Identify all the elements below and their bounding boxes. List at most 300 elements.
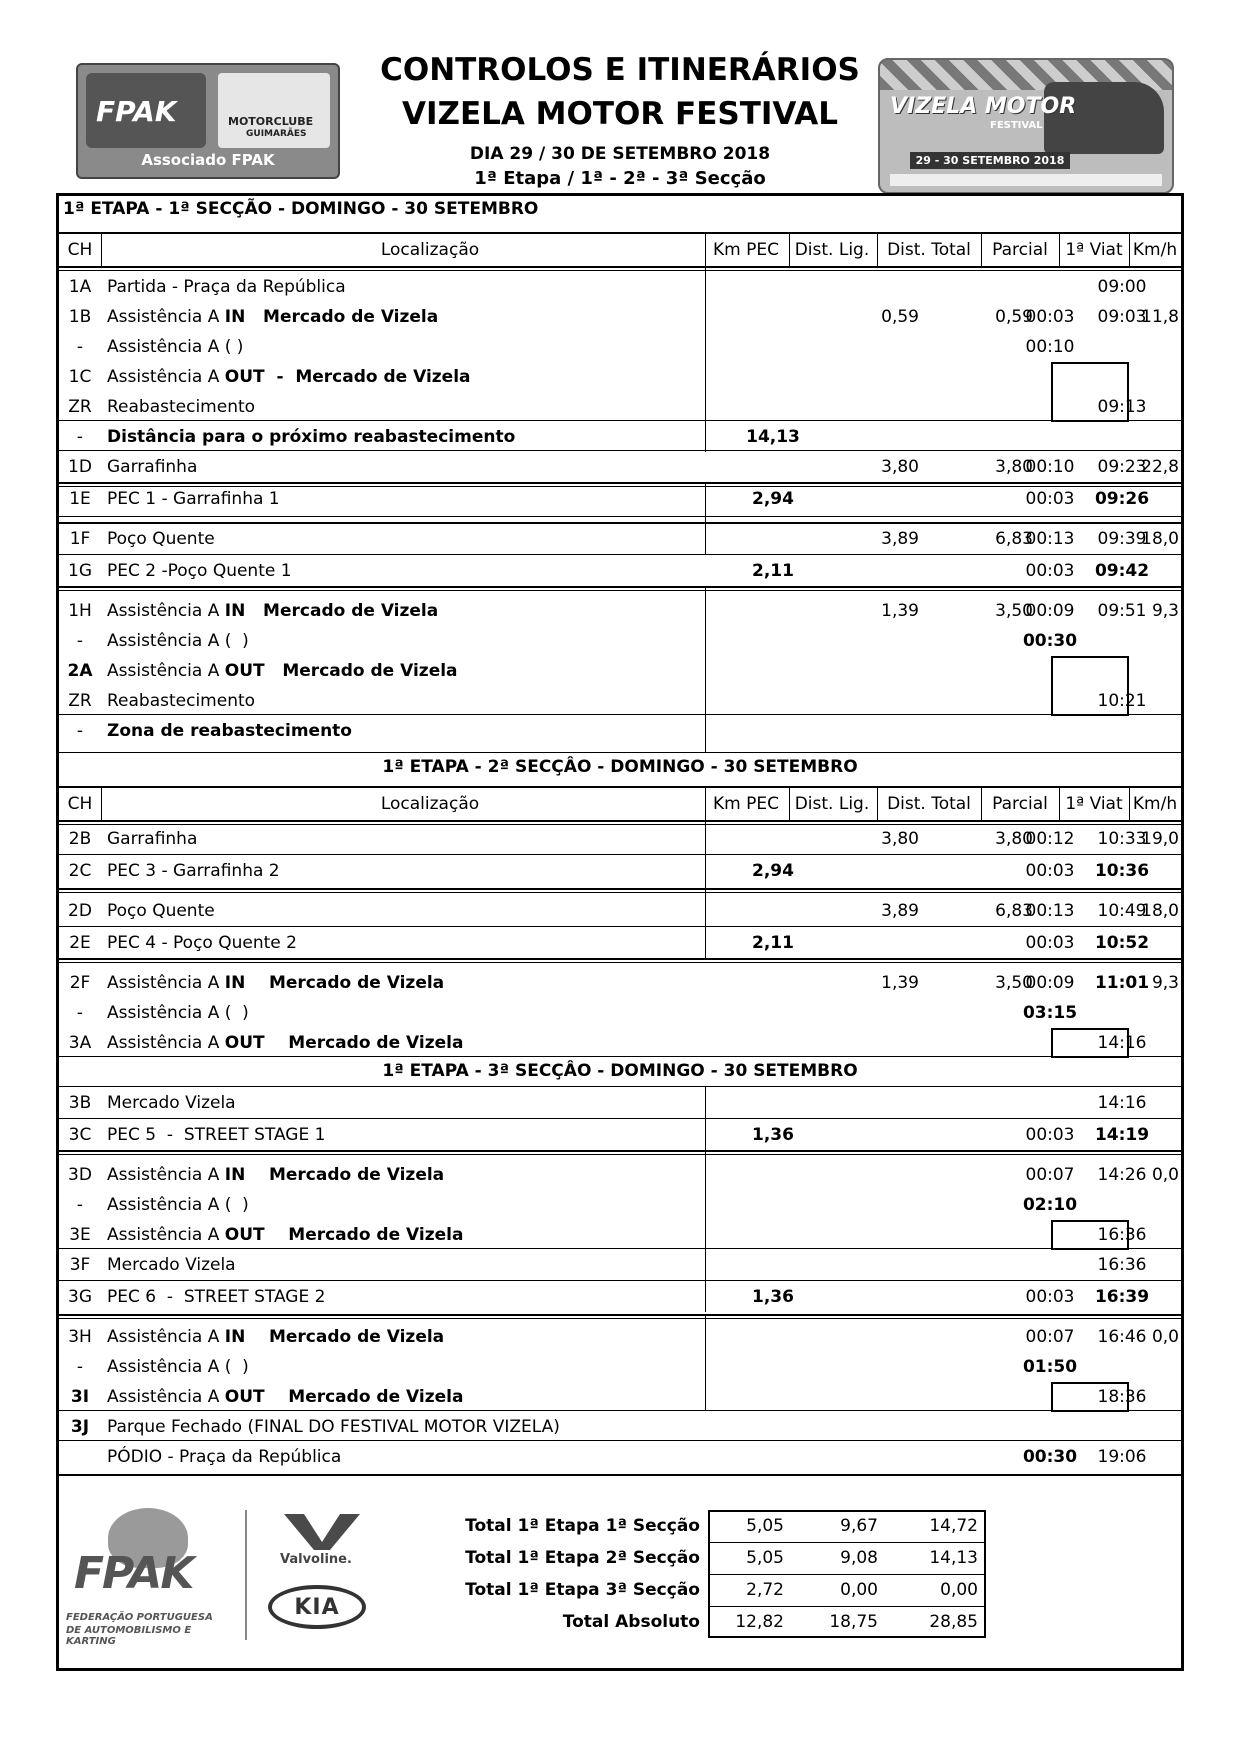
- row-rule: [59, 232, 1181, 234]
- cell-kmh: 22,8: [1141, 457, 1179, 477]
- cell-ch: 1D: [68, 457, 92, 477]
- itinerary-row: [59, 362, 1181, 392]
- row-rule: [59, 958, 1181, 960]
- cell-loc: [107, 556, 757, 586]
- vizela-motor-festival-logo: [878, 58, 1174, 194]
- cell-dl: [789, 1412, 923, 1442]
- km-column-rule: [705, 1280, 706, 1310]
- section-title: 1ª ETAPA - 2ª SECÇÂO - DOMINGO - 30 SETEMBRO: [382, 757, 858, 777]
- cell-ch: 3H: [68, 1327, 92, 1347]
- cell-par: 00:03: [1025, 307, 1075, 327]
- column-header-kmh: Km/h: [1132, 794, 1178, 814]
- location-bold-text: OUT Mercado de Vizela: [224, 661, 458, 681]
- cell-loc: [107, 1160, 757, 1190]
- cell-dl: [789, 556, 923, 586]
- itinerary-row: [59, 998, 1181, 1028]
- row-rule: [59, 482, 1181, 484]
- itinerary-row: [59, 422, 1181, 452]
- cell-loc: [107, 1220, 757, 1250]
- cell-ch: 3J: [70, 1417, 90, 1437]
- cell-dl: 1,39: [881, 601, 919, 621]
- column-separator: [101, 788, 102, 820]
- cell-kmh: [1129, 422, 1181, 452]
- cell-dl: [789, 716, 923, 746]
- row-rule: [59, 586, 1181, 588]
- cell-ch: 3A: [68, 1033, 92, 1053]
- cell-dl: [789, 1220, 923, 1250]
- total-label: Total Absoluto: [562, 1612, 700, 1632]
- location-text: Assistência A ( ): [107, 337, 244, 357]
- cell-loc: [107, 928, 757, 958]
- cell-kmh: [1129, 1282, 1181, 1312]
- cell-kmh: [1129, 1250, 1181, 1280]
- cell-ch: -: [76, 337, 84, 357]
- cell-kmh: [1129, 362, 1181, 392]
- cell-par: 00:09: [1025, 973, 1075, 993]
- total-value-a: 2,72: [746, 1580, 784, 1600]
- cell-kmh: 0,0: [1151, 1327, 1179, 1347]
- cell-loc: [107, 1250, 757, 1280]
- location-bold-text: IN Mercado de Vizela: [224, 601, 439, 621]
- location-text: Assistência A: [107, 1387, 225, 1407]
- vizela-logo-sub: FESTIVAL: [990, 120, 1043, 131]
- cell-par: 00:03: [1025, 933, 1075, 953]
- cell-dl: [789, 1442, 923, 1472]
- row-rule: [59, 1314, 1181, 1316]
- cell-dt: 3,50: [995, 601, 1033, 621]
- cell-dl: [789, 998, 923, 1028]
- row-rule: [59, 270, 1181, 271]
- cell-kmh: [1129, 1352, 1181, 1382]
- cell-dl: [789, 362, 923, 392]
- column-header-dt: Dist. Total: [887, 794, 971, 814]
- cell-dl: [789, 422, 923, 452]
- cell-loc: [107, 626, 757, 656]
- row-rule: [59, 820, 1181, 822]
- cell-v1: 16:46: [1097, 1327, 1147, 1347]
- cell-kmh: 18,0: [1141, 901, 1179, 921]
- location-text: Assistência A ( ): [107, 1003, 249, 1023]
- cell-kmh: 19,0: [1141, 829, 1179, 849]
- cell-ch: 3G: [68, 1287, 92, 1307]
- cell-dl: [789, 626, 923, 656]
- row-rule: [59, 1248, 1181, 1249]
- cell-km: 2,11: [752, 933, 794, 953]
- cell-ch: -: [76, 1195, 84, 1215]
- cell-kmh: [1129, 1120, 1181, 1150]
- cell-kmh: [1129, 1190, 1181, 1220]
- column-separator: [1129, 234, 1130, 266]
- cell-loc: [107, 896, 757, 926]
- itinerary-row: [59, 596, 1181, 626]
- itinerary-row: [59, 1382, 1181, 1412]
- itinerary-row: [59, 716, 1181, 746]
- itinerary-row: [59, 452, 1181, 482]
- cell-km: 14,13: [746, 427, 800, 447]
- cell-dl: [789, 392, 923, 422]
- cell-ch: 1G: [68, 561, 92, 581]
- total-value-a: 12,82: [735, 1612, 784, 1632]
- cell-v1: 09:00: [1097, 277, 1147, 297]
- itinerary-row: [59, 626, 1181, 656]
- location-text: Partida - Praça da República: [107, 277, 346, 297]
- itinerary-row: [59, 1190, 1181, 1220]
- column-separator: [705, 234, 706, 266]
- column-header-dl: Dist. Lig.: [794, 240, 870, 260]
- cell-dl: 0,59: [881, 307, 919, 327]
- cell-ch: 3I: [70, 1387, 90, 1407]
- cell-v1: 09:42: [1094, 561, 1150, 581]
- cell-ch: 1B: [68, 307, 92, 327]
- row-rule: [59, 1318, 1181, 1319]
- location-bold-text: IN Mercado de Vizela: [224, 973, 445, 993]
- location-bold-text: OUT Mercado de Vizela: [224, 1033, 464, 1053]
- total-value-c: 14,13: [929, 1548, 978, 1568]
- cell-dl: 3,89: [881, 901, 919, 921]
- column-header-km: Km PEC: [713, 240, 779, 260]
- itinerary-row: [59, 1250, 1181, 1280]
- cell-par: 00:03: [1025, 1125, 1075, 1145]
- cell-dl: [789, 656, 923, 686]
- row-rule: [59, 450, 1181, 451]
- cell-v1: 18:36: [1097, 1387, 1147, 1407]
- cell-dl: [789, 928, 923, 958]
- cell-dl: [789, 332, 923, 362]
- cell-loc: [107, 1412, 757, 1442]
- total-label: Total 1ª Etapa 1ª Secção: [465, 1516, 700, 1536]
- column-header-par: Parcial: [992, 794, 1048, 814]
- cell-km: 2,11: [752, 561, 794, 581]
- total-value-a: 5,05: [746, 1516, 784, 1536]
- time-box: [1051, 656, 1129, 716]
- km-column-rule: [705, 586, 706, 752]
- cell-v1: 16:39: [1094, 1287, 1150, 1307]
- itinerary-row: [59, 896, 1181, 926]
- location-text: Poço Quente: [107, 901, 215, 921]
- row-rule: [59, 824, 1181, 825]
- cell-loc: [107, 998, 757, 1028]
- cell-loc: [107, 1382, 757, 1412]
- column-separator: [705, 788, 706, 820]
- location-bold-text: IN Mercado de Vizela: [224, 307, 439, 327]
- location-bold-text: Distância para o próximo reabastecimento: [107, 427, 516, 447]
- itinerary-row: [59, 1282, 1181, 1312]
- cell-loc: [107, 824, 757, 854]
- cell-ch: ZR: [68, 397, 92, 417]
- time-box: [1051, 362, 1129, 422]
- itinerary-row: [59, 272, 1181, 302]
- cell-kmh: [1129, 1382, 1181, 1412]
- cell-dt: 6,83: [995, 901, 1033, 921]
- column-separator: [1059, 788, 1060, 820]
- location-text: PEC 5 - STREET STAGE 1: [107, 1125, 326, 1145]
- cell-kmh: [1129, 998, 1181, 1028]
- location-text: PÓDIO - Praça da República: [107, 1447, 342, 1467]
- itinerary-row: [59, 1120, 1181, 1150]
- time-box: [1051, 1028, 1129, 1058]
- row-rule: [59, 1474, 1181, 1476]
- location-text: Assistência A: [107, 307, 225, 327]
- row-rule: [59, 516, 1181, 517]
- column-header-km: Km PEC: [713, 794, 779, 814]
- itinerary-row: [59, 824, 1181, 854]
- valvoline-v-icon: [282, 1512, 362, 1552]
- location-text: PEC 4 - Poço Quente 2: [107, 933, 297, 953]
- cell-par: 00:13: [1025, 529, 1075, 549]
- cell-kmh: 11,8: [1141, 307, 1179, 327]
- cell-kmh: [1129, 1220, 1181, 1250]
- column-separator: [981, 234, 982, 266]
- cell-ch: 2C: [68, 861, 92, 881]
- cell-kmh: 9,3: [1151, 601, 1179, 621]
- fpak-footer-text: FPAK: [74, 1548, 193, 1599]
- cell-v1: 09:39: [1097, 529, 1147, 549]
- cell-dl: 3,80: [881, 829, 919, 849]
- cell-kmh: [1129, 856, 1181, 886]
- itinerary-row: [59, 1322, 1181, 1352]
- cell-ch: ZR: [68, 691, 92, 711]
- location-text: Assistência A: [107, 1165, 225, 1185]
- cell-dt: 6,83: [995, 529, 1033, 549]
- cell-dl: [789, 1382, 923, 1412]
- cell-kmh: [1129, 1442, 1181, 1472]
- cell-loc: [107, 1352, 757, 1382]
- vizela-logo-date: 29 - 30 SETEMBRO 2018: [910, 152, 1070, 169]
- cell-loc: [107, 1120, 757, 1150]
- column-header-v1: 1ª Viat: [1065, 794, 1123, 814]
- cell-v1: 09:03: [1097, 307, 1147, 327]
- cell-ch: 1H: [68, 601, 92, 621]
- cell-kmh: [1129, 332, 1181, 362]
- location-bold-text: IN Mercado de Vizela: [224, 1165, 445, 1185]
- cell-kmh: 9,3: [1151, 973, 1179, 993]
- cell-par: 00:30: [1022, 631, 1078, 651]
- cell-loc: [107, 1190, 757, 1220]
- location-bold-text: OUT - Mercado de Vizela: [224, 367, 471, 387]
- location-text: Assistência A: [107, 1225, 225, 1245]
- cell-loc: [107, 1028, 757, 1058]
- itinerary-row: [59, 1352, 1181, 1382]
- km-column-rule: [705, 1314, 706, 1410]
- cell-v1: 09:13: [1097, 397, 1147, 417]
- cell-loc: [107, 1282, 757, 1312]
- cell-dl: [789, 856, 923, 886]
- itinerary-row: [59, 302, 1181, 332]
- row-rule: [59, 714, 1181, 715]
- row-rule: [59, 1118, 1181, 1119]
- column-header-v1: 1ª Viat: [1065, 240, 1123, 260]
- cell-v1: 19:06: [1097, 1447, 1147, 1467]
- location-text: Mercado Vizela: [107, 1093, 236, 1113]
- row-rule: [59, 1086, 1181, 1087]
- column-header-dl: Dist. Lig.: [794, 794, 870, 814]
- location-text: PEC 6 - STREET STAGE 2: [107, 1287, 326, 1307]
- cell-v1: 09:23: [1097, 457, 1147, 477]
- cell-loc: [107, 302, 757, 332]
- row-rule: [59, 962, 1181, 963]
- row-rule: [59, 1440, 1181, 1441]
- total-label: Total 1ª Etapa 2ª Secção: [465, 1548, 700, 1568]
- km-column-rule: [705, 888, 706, 958]
- location-text: Parque Fechado (FINAL DO FESTIVAL MOTOR VIZELA): [107, 1417, 560, 1437]
- row-rule: [59, 1150, 1181, 1152]
- cell-dl: [789, 1120, 923, 1150]
- cell-v1: 10:52: [1094, 933, 1150, 953]
- cell-par: 00:30: [1022, 1447, 1078, 1467]
- row-rule: [59, 1280, 1181, 1281]
- cell-par: 00:07: [1025, 1165, 1075, 1185]
- associado-fpak-text: Associado FPAK: [141, 151, 275, 169]
- cell-ch: -: [76, 631, 84, 651]
- cell-v1: 14:26: [1097, 1165, 1147, 1185]
- cell-ch: 3F: [69, 1255, 91, 1275]
- cell-par: 00:03: [1025, 861, 1075, 881]
- total-value-c: 0,00: [940, 1580, 978, 1600]
- cell-ch: -: [76, 1003, 84, 1023]
- cell-dt: 3,50: [995, 973, 1033, 993]
- column-header-loc: Localização: [380, 794, 480, 814]
- cell-par: 00:12: [1025, 829, 1075, 849]
- location-text: Assistência A: [107, 367, 225, 387]
- cell-kmh: 0,0: [1151, 1165, 1179, 1185]
- row-rule: [59, 892, 1181, 893]
- cell-par: 03:15: [1022, 1003, 1078, 1023]
- itinerary-row: [59, 1442, 1181, 1472]
- itinerary-row: [59, 968, 1181, 998]
- cell-dl: [789, 484, 923, 514]
- cell-kmh: 18,0: [1141, 529, 1179, 549]
- location-text: PEC 3 - Garrafinha 2: [107, 861, 280, 881]
- cell-v1: 10:21: [1097, 691, 1147, 711]
- total-value-b: 9,67: [840, 1516, 878, 1536]
- location-text: Reabastecimento: [107, 397, 256, 417]
- column-separator: [789, 234, 790, 266]
- row-rule: [59, 1410, 1181, 1411]
- guimaraes-text: GUIMARÃES: [246, 129, 307, 139]
- row-rule: [59, 854, 1181, 855]
- footer-divider: [245, 1510, 247, 1640]
- cell-loc: [107, 656, 757, 686]
- cell-ch: 2D: [68, 901, 92, 921]
- cell-v1: 10:49: [1097, 901, 1147, 921]
- cell-dt: 3,80: [995, 829, 1033, 849]
- location-text: PEC 2 -Poço Quente 1: [107, 561, 292, 581]
- cell-kmh: [1129, 686, 1181, 716]
- column-separator: [1059, 234, 1060, 266]
- location-text: Garrafinha: [107, 457, 198, 477]
- cell-ch: 2E: [69, 933, 91, 953]
- itinerary-row: [59, 556, 1181, 586]
- cell-par: 02:10: [1022, 1195, 1078, 1215]
- location-bold-text: Zona de reabastecimento: [107, 721, 352, 741]
- km-column-rule: [705, 820, 706, 888]
- cell-dl: [789, 1352, 923, 1382]
- cell-v1: 11:01: [1094, 973, 1150, 993]
- cell-v1: 10:33: [1097, 829, 1147, 849]
- row-rule: [59, 266, 1181, 268]
- cell-loc: [107, 856, 757, 886]
- cell-dl: [789, 272, 923, 302]
- itinerary-row: [59, 484, 1181, 514]
- cell-loc: [107, 968, 757, 998]
- cell-ch: 3E: [69, 1225, 91, 1245]
- total-label: Total 1ª Etapa 3ª Secção: [465, 1580, 700, 1600]
- cell-v1: 16:36: [1097, 1225, 1147, 1245]
- cell-km: 2,94: [752, 489, 794, 509]
- location-text: Mercado Vizela: [107, 1255, 236, 1275]
- cell-dl: [789, 1028, 923, 1058]
- cell-v1: 16:36: [1097, 1255, 1147, 1275]
- location-text: Assistência A: [107, 1327, 225, 1347]
- cell-loc: [107, 596, 757, 626]
- cell-loc: [107, 484, 757, 514]
- totals-row-rule: [708, 1606, 986, 1607]
- cell-loc: [107, 332, 757, 362]
- total-value-c: 28,85: [929, 1612, 978, 1632]
- cell-dl: [789, 1190, 923, 1220]
- cell-ch: 2B: [68, 829, 92, 849]
- fpak-federation-line2: DE AUTOMOBILISMO E KARTING: [66, 1625, 192, 1647]
- cell-dt: 3,80: [995, 457, 1033, 477]
- cell-kmh: [1129, 656, 1181, 686]
- column-separator: [877, 788, 878, 820]
- column-header-ch: CH: [67, 794, 93, 814]
- location-bold-text: IN Mercado de Vizela: [224, 1327, 445, 1347]
- cell-loc: [107, 1322, 757, 1352]
- vizela-logo-title: VIZELA MOTOR: [890, 94, 1077, 119]
- event-date: DIA 29 / 30 DE SETEMBRO 2018: [469, 144, 771, 164]
- cell-kmh: [1129, 928, 1181, 958]
- location-text: Garrafinha: [107, 829, 198, 849]
- row-rule: [59, 554, 1181, 555]
- cell-loc: [107, 392, 757, 422]
- fpak-federation-line1: FEDERAÇÃO PORTUGUESA: [66, 1612, 213, 1623]
- location-text: Poço Quente: [107, 529, 215, 549]
- totals-row-rule: [708, 1574, 986, 1575]
- cell-dl: [789, 686, 923, 716]
- total-value-c: 14,72: [929, 1516, 978, 1536]
- km-column-rule: [705, 266, 706, 452]
- valvoline-logo: [272, 1512, 372, 1572]
- itinerary-row: [59, 392, 1181, 422]
- cell-km: 2,94: [752, 861, 794, 881]
- column-header-kmh: Km/h: [1132, 240, 1178, 260]
- itinerary-row: [59, 1412, 1181, 1442]
- cell-v1: 10:36: [1094, 861, 1150, 881]
- itinerary-row: [59, 928, 1181, 958]
- cell-dl: 1,39: [881, 973, 919, 993]
- location-text: Assistência A ( ): [107, 1195, 249, 1215]
- cell-kmh: [1129, 392, 1181, 422]
- location-text: Assistência A: [107, 1033, 225, 1053]
- title-event: VIZELA MOTOR FESTIVAL: [401, 96, 839, 132]
- column-separator: [101, 234, 102, 266]
- itinerary-row: [59, 1028, 1181, 1058]
- row-rule: [59, 522, 1181, 524]
- column-header-ch: CH: [67, 240, 93, 260]
- row-rule: [59, 752, 1181, 753]
- cell-ch: -: [76, 427, 84, 447]
- cell-par: 01:50: [1022, 1357, 1078, 1377]
- cell-kmh: [1129, 556, 1181, 586]
- cell-par: 00:03: [1025, 1287, 1075, 1307]
- cell-loc: [107, 452, 757, 482]
- itinerary-row: [59, 1088, 1181, 1118]
- cell-loc: [107, 716, 757, 746]
- cell-ch: 3B: [68, 1093, 92, 1113]
- cell-ch: 1A: [68, 277, 92, 297]
- cell-ch: 2F: [69, 973, 91, 993]
